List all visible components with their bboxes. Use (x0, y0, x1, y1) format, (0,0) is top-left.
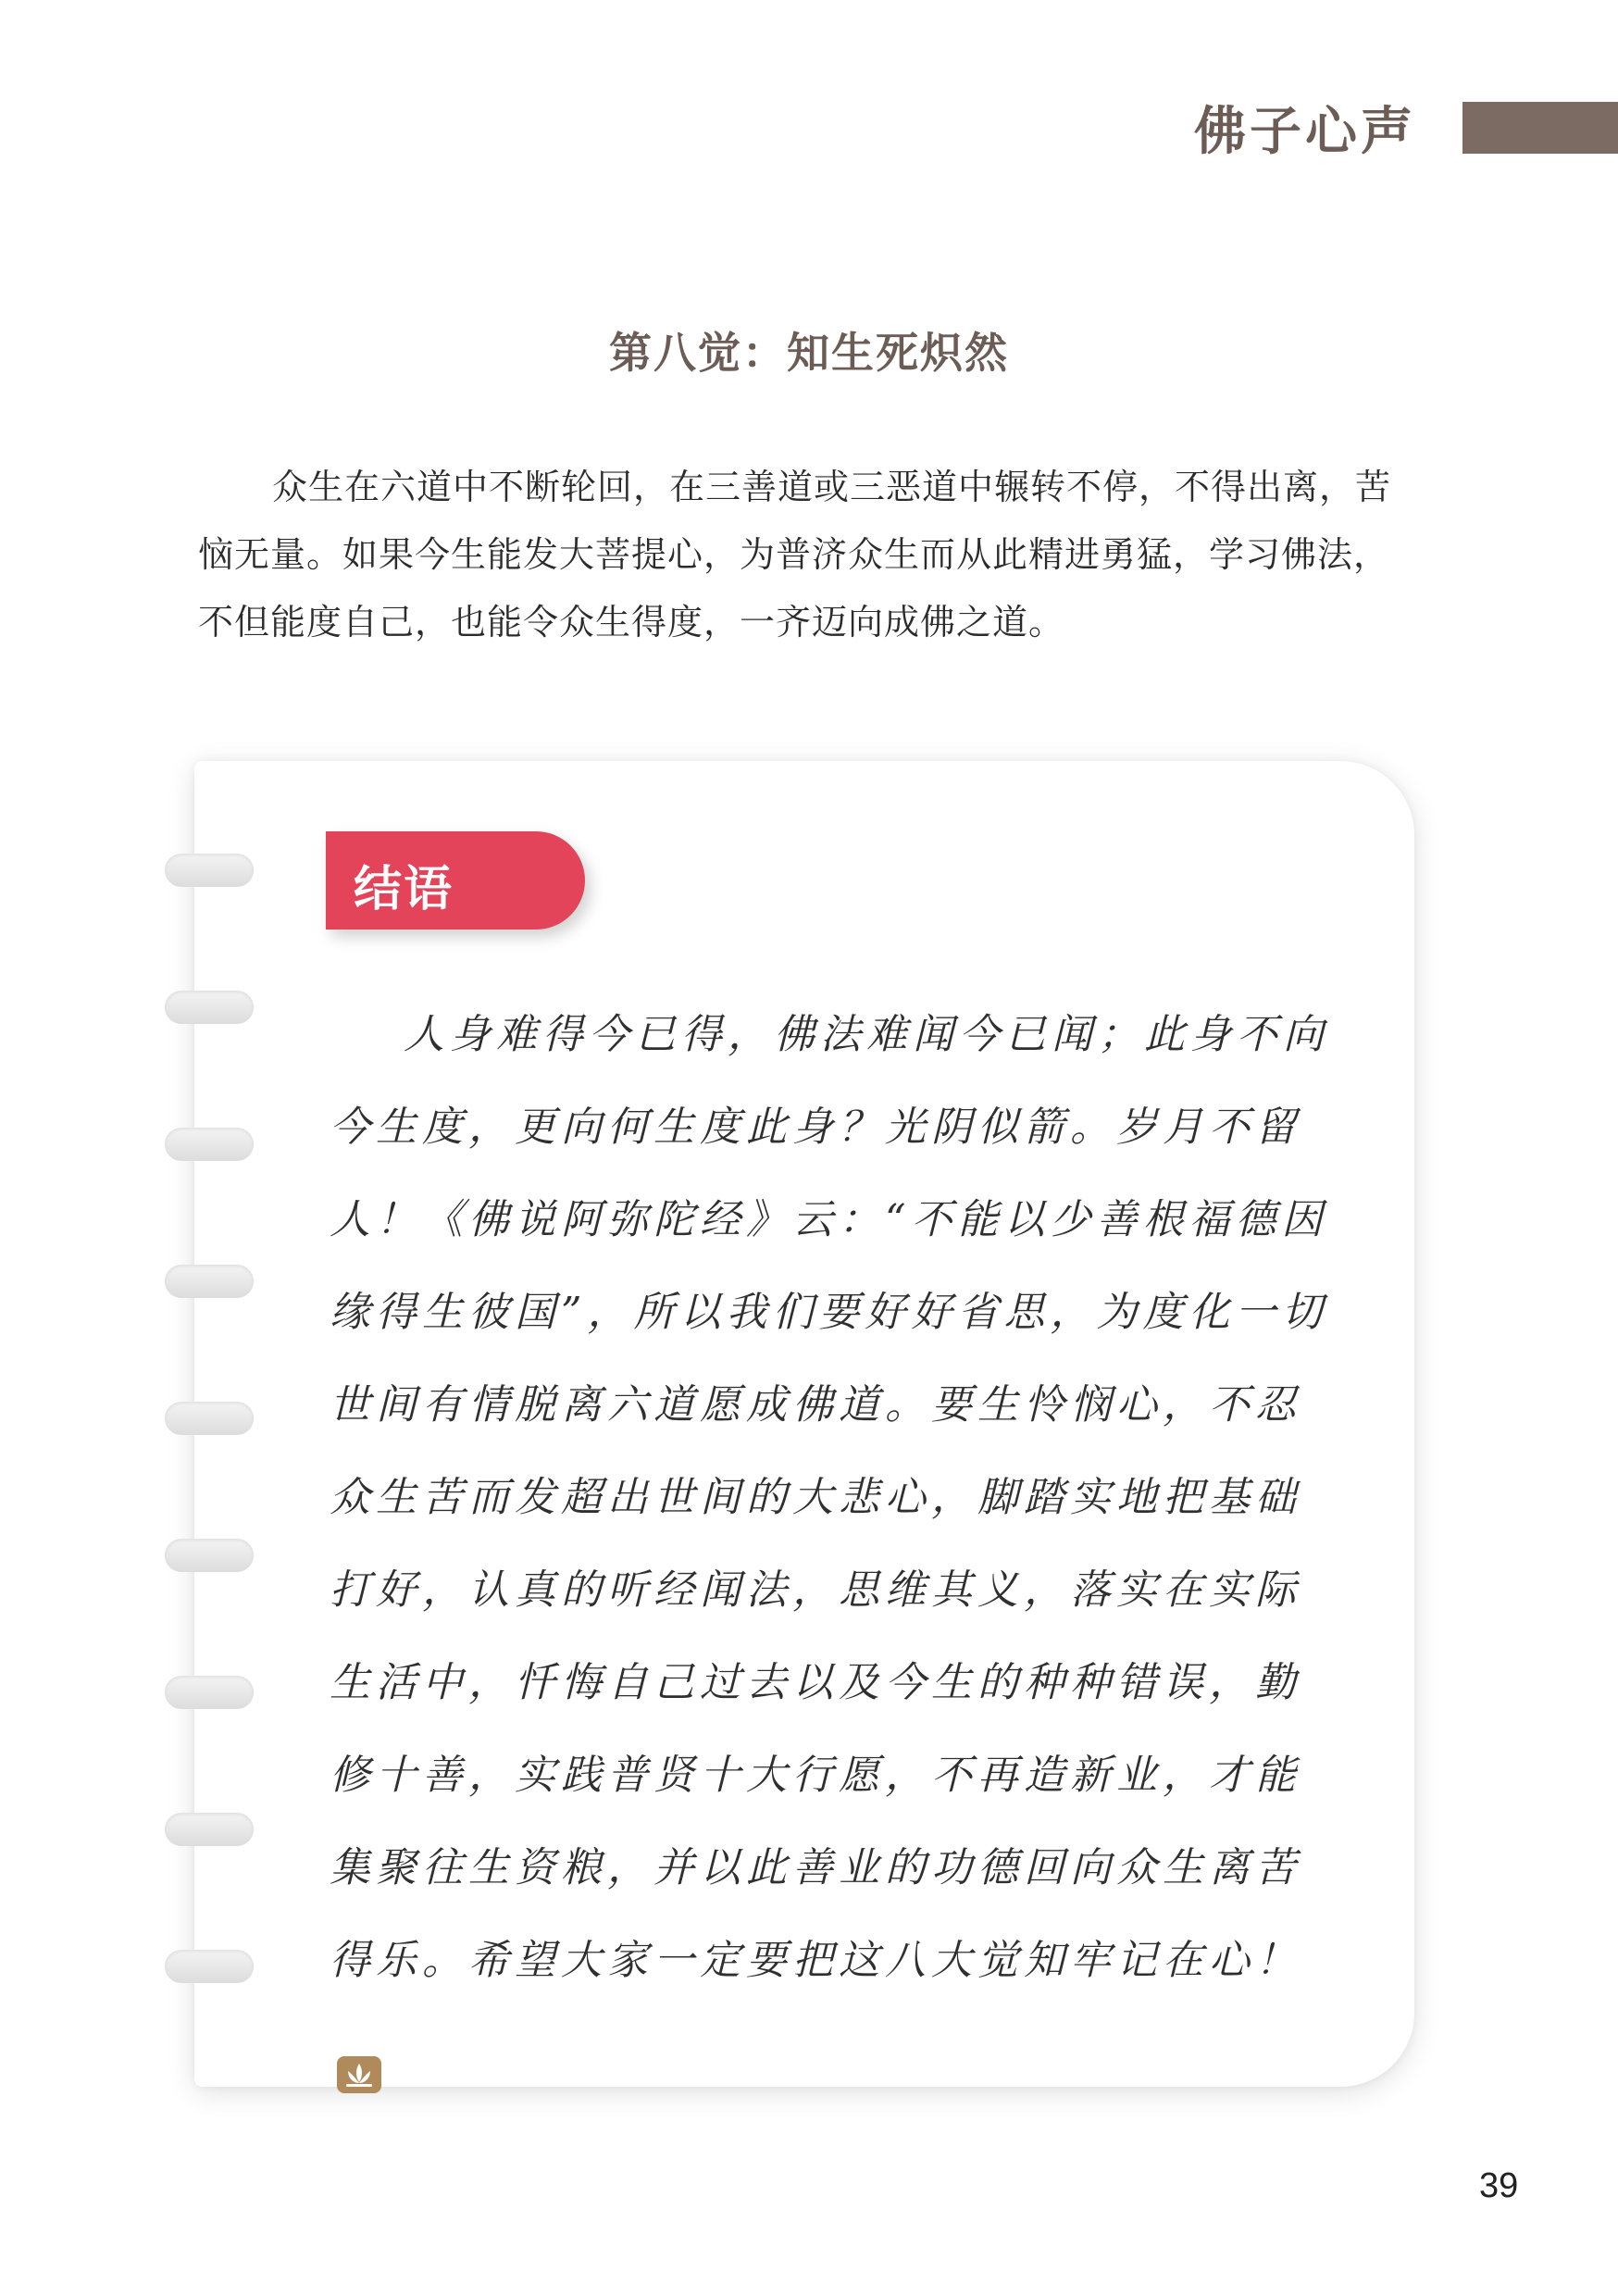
page-number: 39 (1479, 2166, 1519, 2205)
conclusion-tag (326, 831, 585, 930)
header-title: 佛子心声 (1194, 102, 1416, 162)
binder-ring (165, 1676, 254, 1709)
binder-ring (165, 1402, 254, 1435)
header-bar (1462, 102, 1618, 154)
intro-paragraph: 众生在六道中不断轮回，在三善道或三恶道中辗转不停，不得出离，苦恼无量。如果今生能发大菩提心，为普济众生而从此精进勇猛，学习佛法，不但能度自己，也能令众生得度，一齐迈向成佛之道。 (198, 467, 1392, 643)
section-title: 第八觉：知生死炽然 (609, 328, 1009, 378)
conclusion-body-text: 人身难得今已得，佛法难闻今已闻；此身不向今生度，更向何生度此身？光阴似箭。岁月不留人！《佛说阿弥陀经》云：“不能以少善根福德因缘得生彼国”，所以我们要好好省思，为度化一切世间有情脱离六道愿成佛道。要生怜悯心，不忍众生苦而发超出世间的大悲心，脚踏实地把基础打好，认真的听经闻法，思维其义，落实在实际生活中，忏悔自己过去以及今生的种种错误，勤修十善，实践普贤十大行愿，不再造新业，才能集聚往生资粮，并以此善业的功德回向众生离苦得乐。希望大家一定要把这八大觉知牢记在心！ (330, 1011, 1329, 1984)
conclusion-tag-label: 结语 (354, 862, 454, 917)
binder-ring (165, 1813, 254, 1846)
binder-ring (165, 1950, 254, 1983)
binder-ring (165, 991, 254, 1024)
binder-ring (165, 1265, 254, 1298)
binder-ring (165, 854, 254, 887)
binder-ring (165, 1539, 254, 1572)
binder-ring (165, 1128, 254, 1161)
lotus-icon (337, 2034, 381, 2071)
conclusion-body (330, 989, 1337, 2100)
